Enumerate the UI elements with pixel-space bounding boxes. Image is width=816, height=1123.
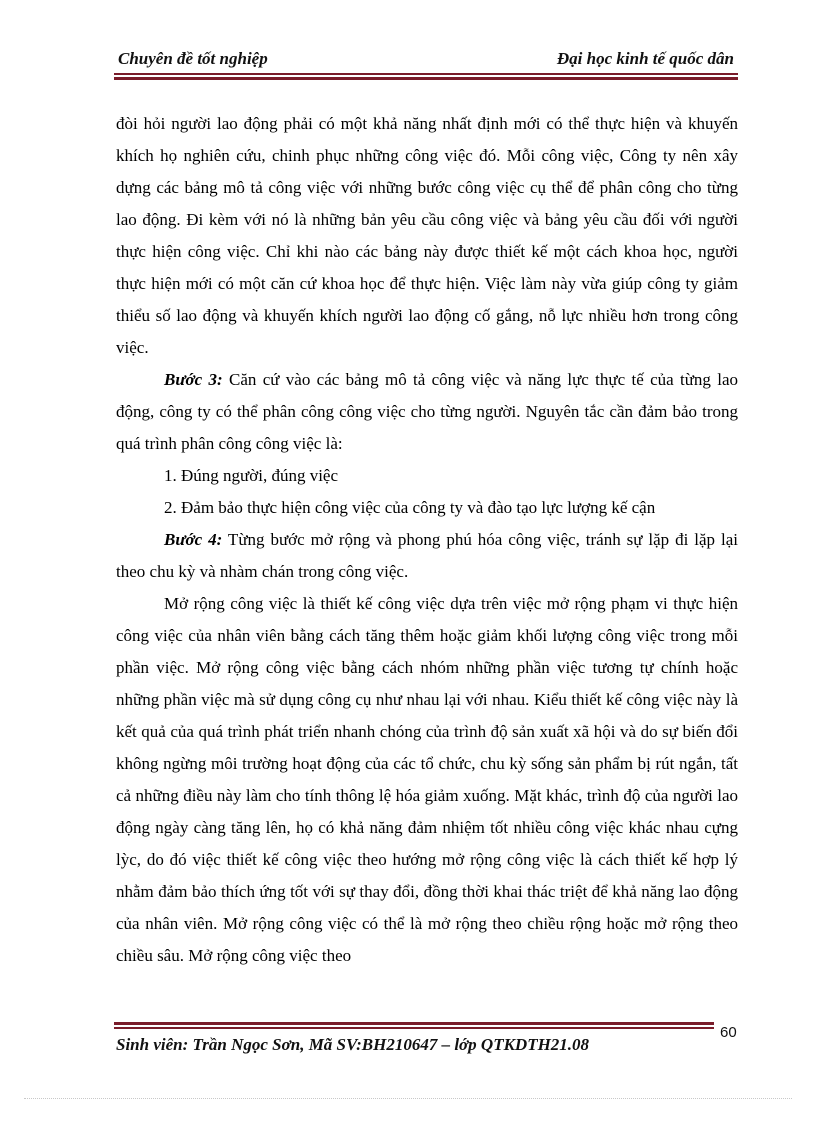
page-body (116, 108, 738, 972)
list-item-1: 1. Đúng người, đúng việc (164, 466, 339, 485)
header-rule-thin (114, 73, 738, 75)
page-header (114, 48, 738, 74)
header-report-title: Chuyên đề tốt nghiệp (118, 49, 268, 68)
step-3-text: Căn cứ vào các bảng mô tả công việc và năng lực thực tế của từng lao động, công ty có thể phân công công việc cho từng người. Nguyên tắc cần đảm bảo trong quá trình phân công công việc là: (116, 370, 739, 453)
header-university: Đại học kinh tế quốc dân (556, 49, 734, 68)
paragraph-job-enlargement: Mở rộng công việc là thiết kế công việc dựa trên việc mở rộng phạm vi thực hiện công việc của nhân viên bằng cách tăng thêm hoặc giảm khối lượng công việc trong mỗi phần việc. Mở rộng công việc bằng cách nhóm những phần việc tương tự chính hoặc những phần việc mà sử dụng công cụ như nhau lại với nhau. Kiểu thiết kế công việc này là kết quả của quá trình phát triển nhanh chóng của trình độ sản xuất xã hội và do sự biến đổi không ngừng môi trường hoạt động của các tổ chức, chu kỳ sống sản phẩm bị rút ngắn, tất cả những điều này làm cho tính thông lệ hóa giảm xuống. Mặt khác, trình độ của người lao động ngày càng tăng lên, họ có khả năng đảm nhiệm tốt nhiều công việc khác nhau cựng lỳc, do đó việc thiết kế công việc theo hướng mở rộng công việc là cách thiết kế hợp lý nhằm đảm bảo thích ứng tốt với sự thay đổi, đồng thời khai thác triệt để khả năng lao động của nhân viên. Mở rộng công việc có thể là mở rộng theo chiều rộng hoặc mở rộng theo chiều sâu. Mở rộng công việc theo (116, 594, 738, 965)
page-bottom-divider (24, 1098, 792, 1099)
paragraph-step-4 (116, 524, 738, 588)
step-4-text: Từng bước mở rộng và phong phú hóa công việc, tránh sự lặp đi lặp lại theo chu kỳ và nhàm chán trong công việc. (116, 530, 738, 581)
list-item-2: 2. Đảm bảo thực hiện công việc của công ty và đào tạo lực lượng kế cận (164, 498, 656, 517)
paragraph-intro: đòi hỏi người lao động phải có một khả năng nhất định mới có thể thực hiện và khuyến khích họ nghiên cứu, chinh phục những công việc đó. Mỗi công việc, Công ty nên xây dựng các bảng mô tả công việc với những bước công việc cụ thể để phân công cho từng lao động. Đi kèm với nó là những bản yêu cầu công việc và bảng yêu cầu đối với người thực hiện công việc. Chỉ khi nào các bảng này được thiết kế một cách khoa học, người thực hiện mới có một căn cứ khoa học để thực hiện. Việc làm này vừa giúp công ty giảm thiểu số lao động và khuyến khích người lao động cố gắng, nỗ lực nhiều hơn trong công việc. (116, 114, 738, 357)
paragraph-step-3 (116, 364, 738, 460)
footer-rule-thin (114, 1027, 714, 1029)
footer-rule-thick (114, 1022, 714, 1025)
step-3-label: Bước 3: (164, 370, 223, 389)
step-4-label: Bước 4: (164, 530, 223, 549)
header-rule-thick (114, 77, 738, 80)
page-number: 60 (720, 1024, 737, 1041)
footer-student-info: Sinh viên: Trần Ngọc Sơn, Mã SV:BH210647 – lớp QTKDTH21.08 (116, 1035, 590, 1054)
